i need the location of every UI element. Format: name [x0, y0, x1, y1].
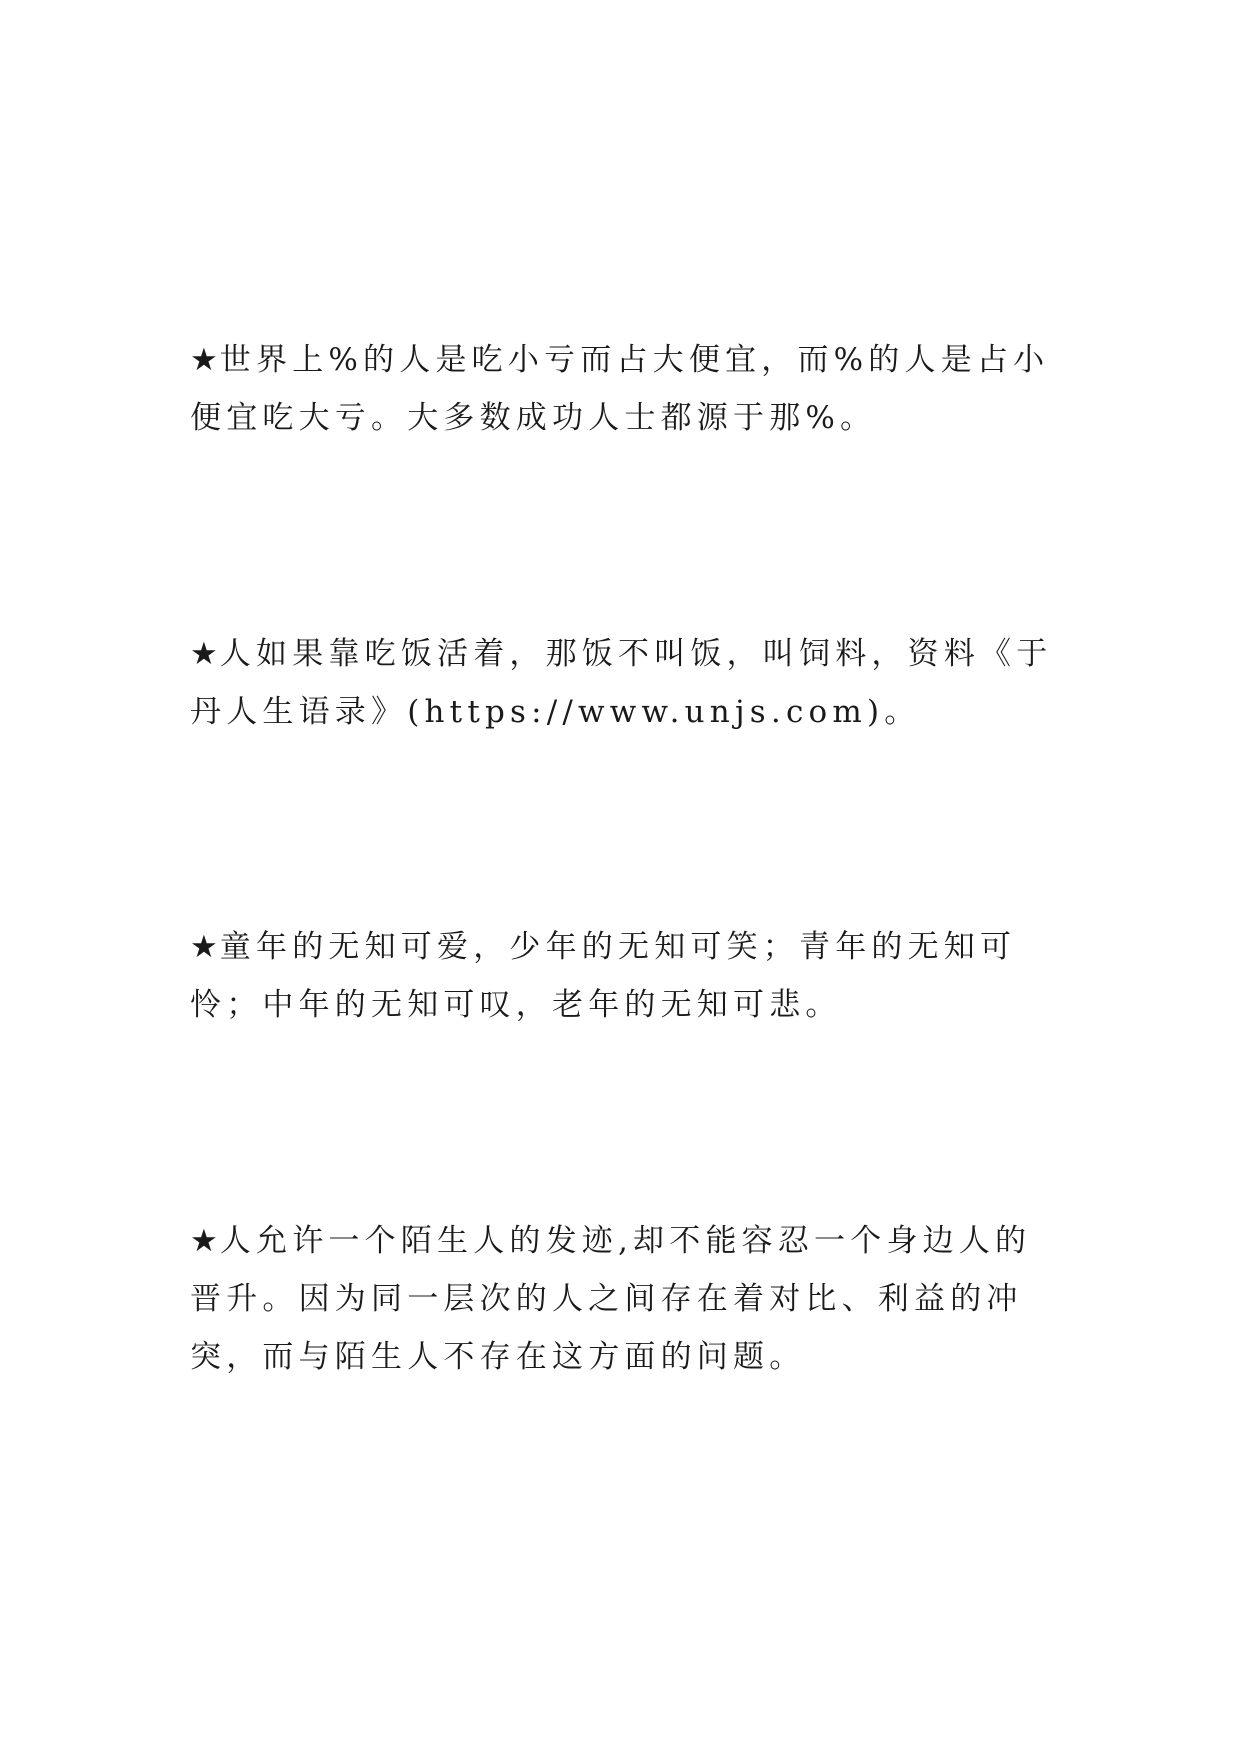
star-bullet-icon: ★: [190, 929, 218, 965]
star-bullet-icon: ★: [190, 342, 218, 378]
paragraph-2: [190, 625, 1060, 741]
paragraph-2-text: 人如果靠吃饭活着，那饭不叫饭，叫饲料，资料《于丹人生语录》(https://www.unjs.com)。: [190, 636, 1053, 730]
paragraph-4-text: 人允许一个陌生人的发迹,却不能容忍一个身边人的晋升。因为同一层次的人之间存在着对比、利益的冲突，而与陌生人不存在这方面的问题。: [190, 1223, 1032, 1375]
paragraph-4: [190, 1212, 1060, 1386]
paragraph-1-text: 世界上%的人是吃小亏而占大便宜，而%的人是占小便宜吃大亏。大多数成功人士都源于那%。: [190, 342, 1050, 436]
star-bullet-icon: ★: [190, 636, 218, 672]
paragraph-3: [190, 918, 1060, 1034]
paragraph-3-text: 童年的无知可爱，少年的无知可笑；青年的无知可怜；中年的无知可叹，老年的无知可悲。: [190, 929, 1017, 1023]
paragraph-1: [190, 331, 1060, 447]
star-bullet-icon: ★: [190, 1223, 218, 1259]
